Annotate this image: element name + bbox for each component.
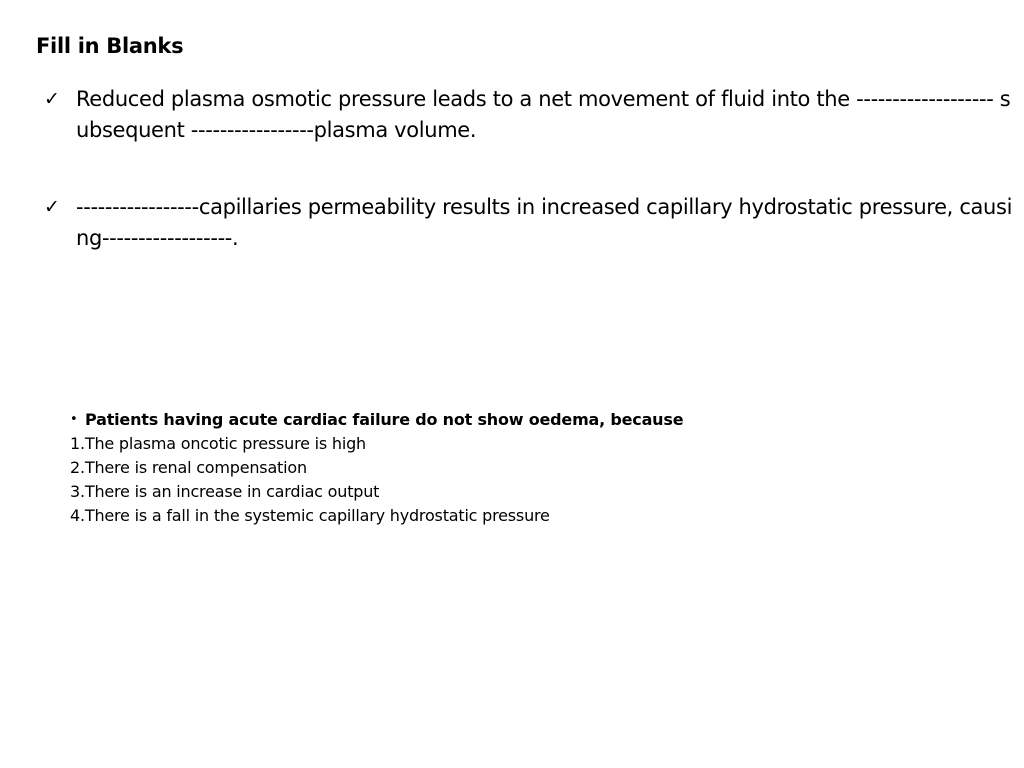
bullet-icon: •	[70, 412, 78, 427]
mcq-option-3: 3.There is an increase in cardiac output	[70, 482, 380, 501]
checkmark-icon: ✓	[44, 196, 60, 218]
mcq-question-text: Patients having acute cardiac failure do not show oedema, because	[85, 410, 684, 429]
mcq-question	[70, 408, 970, 432]
fill-blank-list	[40, 84, 1020, 254]
mcq-option-2: 2.There is renal compensation	[70, 458, 307, 477]
mcq-option-1: 1.The plasma oncotic pressure is high	[70, 434, 366, 453]
fill-blank-statement: Reduced plasma osmotic pressure leads to a net movement of fluid into the ------------------- subsequent -----------------plasma volume.	[76, 87, 1011, 142]
mcq-option-4: 4.There is a fall in the systemic capillary hydrostatic pressure	[70, 506, 550, 525]
list-item	[40, 192, 1020, 254]
checkmark-icon: ✓	[44, 88, 60, 110]
fill-blank-statement: -----------------capillaries permeability results in increased capillary hydrostatic pressure, causing------------------.	[76, 195, 1013, 250]
mcq-block	[70, 408, 970, 528]
page-title: Fill in Blanks	[36, 34, 184, 58]
list-item	[40, 84, 1020, 146]
